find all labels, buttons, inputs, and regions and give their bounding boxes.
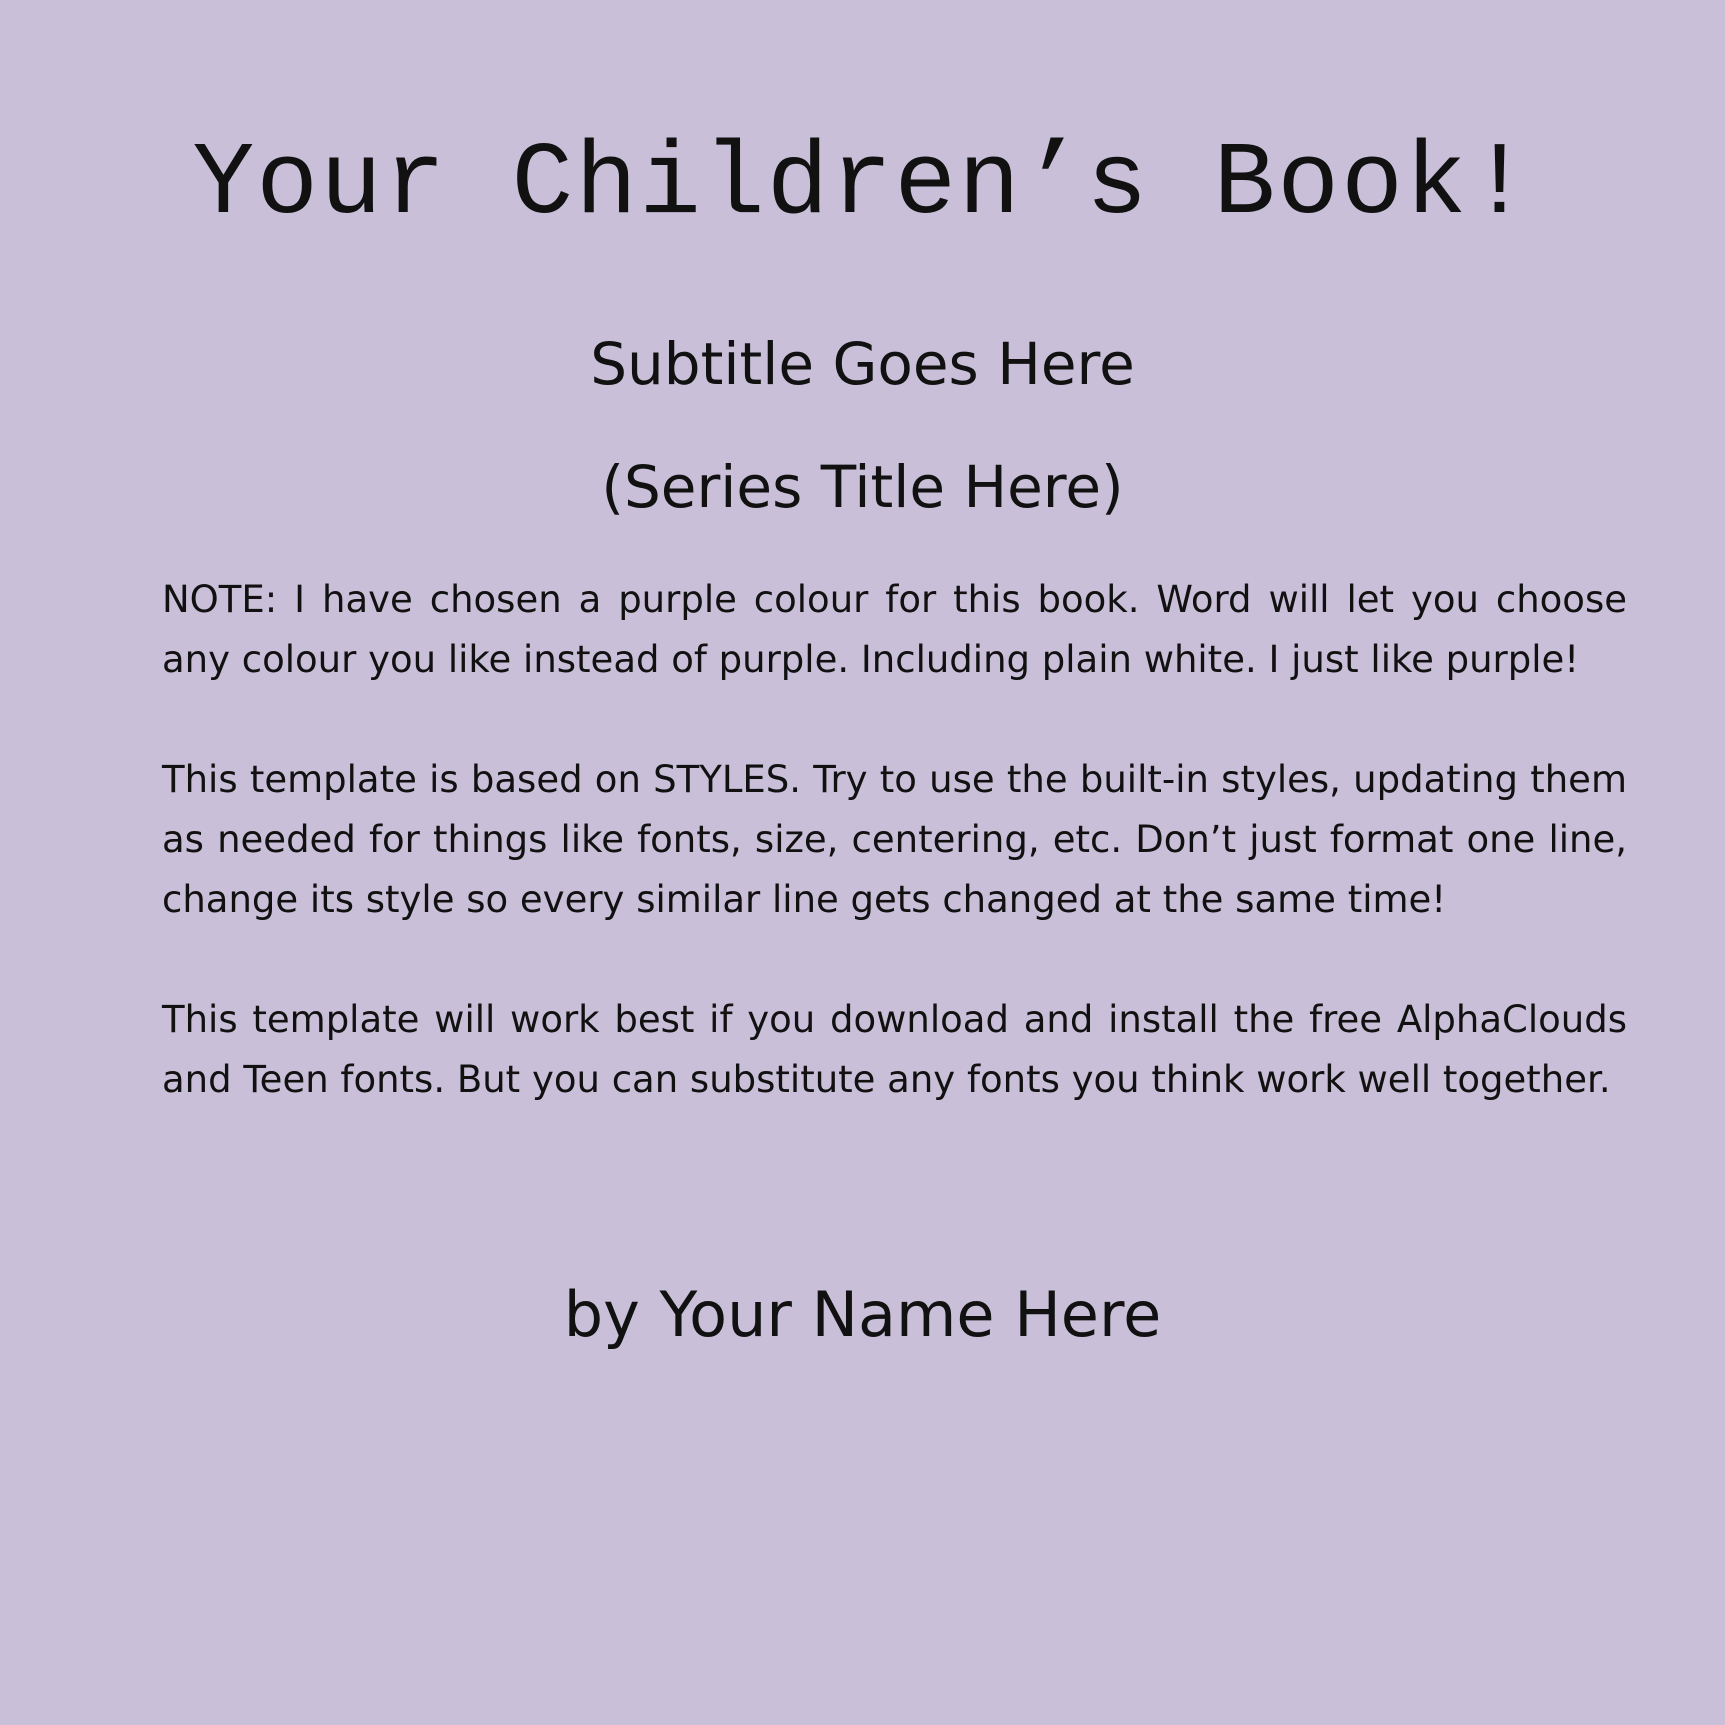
note-paragraph-styles: This template is based on STYLES. Try to use the built-in styles, updating them as needed for things like fonts, size, centering, etc. Don’t just format one line, change its style so every similar line gets changed at the same time!: [162, 758, 1627, 921]
book-title: Your Children’s Book!: [192, 126, 1533, 243]
template-notes: [162, 570, 1627, 1170]
note-paragraph-colour: NOTE: I have chosen a purple colour for this book. Word will let you choose any colour you like instead of purple. Including plain white. I just like purple!: [162, 578, 1627, 681]
note-paragraph-fonts: This template will work best if you download and install the free AlphaClouds and Teen fonts. But you can substitute any fonts you think work well together.: [162, 998, 1627, 1101]
author-name: by Your Name Here: [563, 1278, 1162, 1351]
book-subtitle: Subtitle Goes Here: [590, 330, 1135, 398]
series-title: (Series Title Here): [601, 453, 1124, 521]
